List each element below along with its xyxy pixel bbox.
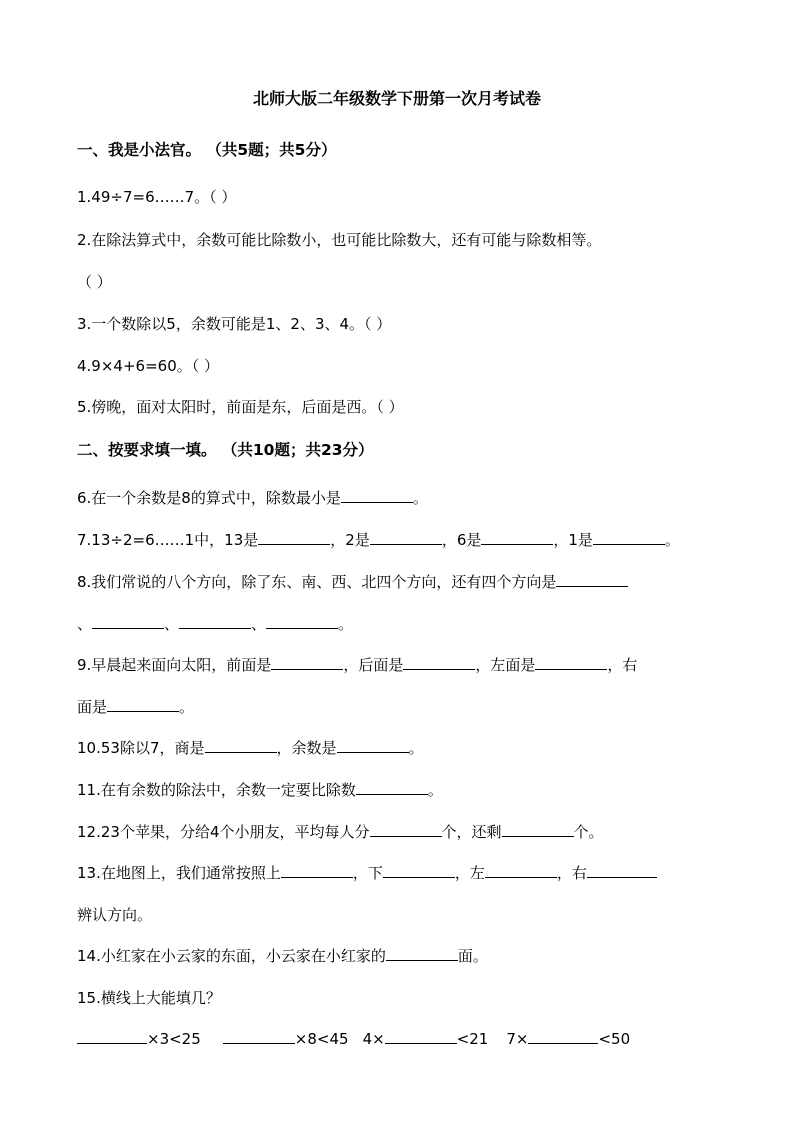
question-10-end: 。 bbox=[408, 739, 424, 757]
question-14 bbox=[77, 945, 488, 966]
question-9-part: 面是 bbox=[77, 698, 108, 716]
question-9 bbox=[77, 654, 637, 675]
section-2-heading: 二、按要求填一填。 （共10题；共23分） bbox=[77, 441, 374, 459]
answer-blank[interactable] bbox=[535, 654, 607, 670]
question-9-part: ，后面是 bbox=[343, 656, 404, 674]
question-11-text: 11.在有余数的除法中，余数一定要比除数 bbox=[77, 781, 356, 799]
answer-blank[interactable] bbox=[179, 613, 251, 629]
question-8-end: 。 bbox=[338, 615, 354, 633]
question-15: 15.横线上大能填几？ bbox=[77, 989, 221, 1007]
answer-blank[interactable] bbox=[385, 1028, 457, 1044]
answer-blank[interactable] bbox=[370, 529, 442, 545]
question-7-text: 7.13÷2=6……1中，13是 bbox=[77, 531, 259, 549]
answer-blank[interactable] bbox=[107, 696, 179, 712]
question-8-continued bbox=[77, 613, 353, 634]
question-12 bbox=[77, 821, 604, 842]
question-7-part: ，1是 bbox=[553, 531, 593, 549]
answer-blank[interactable] bbox=[386, 945, 458, 961]
question-10-text: 10.53除以7，商是 bbox=[77, 739, 205, 757]
inequality-4-suffix: <50 bbox=[598, 1030, 631, 1048]
question-9-part: ，左面是 bbox=[475, 656, 536, 674]
question-14-end: 面。 bbox=[457, 947, 488, 965]
answer-blank[interactable] bbox=[528, 1028, 598, 1044]
answer-blank[interactable] bbox=[271, 654, 343, 670]
question-13 bbox=[77, 862, 657, 883]
answer-blank[interactable] bbox=[341, 487, 413, 503]
question-9-part: ，右 bbox=[607, 656, 638, 674]
question-2: 2.在除法算式中，余数可能比除数小，也可能比除数大，还有可能与除数相等。 bbox=[77, 231, 602, 249]
question-6-text: 6.在一个余数是8的算式中，除数最小是 bbox=[77, 489, 341, 507]
question-13-part: ，下 bbox=[352, 864, 383, 882]
answer-blank[interactable] bbox=[481, 529, 553, 545]
question-8-text: 8.我们常说的八个方向，除了东、南、西、北四个方向，还有四个方向是 bbox=[77, 573, 557, 591]
inequality-4-prefix: 7× bbox=[506, 1030, 529, 1048]
question-8-sep: 、 bbox=[77, 615, 93, 633]
answer-blank[interactable] bbox=[383, 862, 455, 878]
question-6 bbox=[77, 487, 428, 508]
inequality-3-suffix: <21 bbox=[456, 1030, 489, 1048]
answer-blank[interactable] bbox=[485, 862, 557, 878]
question-3: 3.一个数除以5，余数可能是1、2、3、4。（ ） bbox=[77, 315, 392, 333]
question-8-sep: 、 bbox=[251, 615, 267, 633]
question-15-items bbox=[77, 1028, 630, 1048]
question-2-bracket: （ ） bbox=[77, 273, 112, 291]
question-9-continued bbox=[77, 696, 194, 717]
inequality-2: ×8<45 bbox=[294, 1030, 349, 1048]
answer-blank[interactable] bbox=[92, 613, 164, 629]
answer-blank[interactable] bbox=[258, 529, 330, 545]
answer-blank[interactable] bbox=[223, 1028, 295, 1044]
question-13-text: 13.在地图上，我们通常按照上 bbox=[77, 864, 281, 882]
question-14-text: 14.小红家在小云家的东面，小云家在小红家的 bbox=[77, 947, 386, 965]
answer-blank[interactable] bbox=[77, 1028, 147, 1044]
answer-blank[interactable] bbox=[403, 654, 475, 670]
question-6-end: 。 bbox=[412, 489, 428, 507]
question-7-part: ，2是 bbox=[330, 531, 370, 549]
question-7 bbox=[77, 529, 680, 550]
page-title: 北师大版二年级数学下册第一次月考试卷 bbox=[252, 89, 541, 108]
answer-blank[interactable] bbox=[593, 529, 665, 545]
answer-blank[interactable] bbox=[337, 737, 409, 753]
answer-blank[interactable] bbox=[502, 821, 574, 837]
question-13-continued: 辨认方向。 bbox=[77, 906, 153, 924]
question-12-end: 个。 bbox=[573, 823, 604, 841]
question-12-text: 12.23个苹果，分给4个小朋友，平均每人分 bbox=[77, 823, 370, 841]
answer-blank[interactable] bbox=[356, 779, 428, 795]
answer-blank[interactable] bbox=[266, 613, 338, 629]
question-11-end: 。 bbox=[427, 781, 443, 799]
question-4: 4.9×4+6=60。（ ） bbox=[77, 357, 220, 375]
answer-blank[interactable] bbox=[205, 737, 277, 753]
question-8 bbox=[77, 571, 628, 592]
answer-blank[interactable] bbox=[281, 862, 353, 878]
question-5: 5.傍晚，面对太阳时，前面是东，后面是西。（ ） bbox=[77, 398, 404, 416]
question-7-end: 。 bbox=[664, 531, 680, 549]
section-1-heading: 一、我是小法官。 （共5题；共5分） bbox=[77, 141, 337, 159]
question-10-part: ，余数是 bbox=[276, 739, 337, 757]
question-13-part: ，左 bbox=[454, 864, 485, 882]
question-10 bbox=[77, 737, 424, 758]
question-7-part: ，6是 bbox=[441, 531, 482, 549]
question-11 bbox=[77, 779, 443, 800]
question-12-part: 个，还剩 bbox=[441, 823, 502, 841]
question-9-end: 。 bbox=[179, 698, 195, 716]
question-13-part: ，右 bbox=[556, 864, 587, 882]
inequality-1: ×3<25 bbox=[147, 1030, 201, 1048]
inequality-3-prefix: 4× bbox=[362, 1030, 385, 1048]
question-9-text: 9.早晨起来面向太阳，前面是 bbox=[77, 656, 272, 674]
answer-blank[interactable] bbox=[556, 571, 628, 587]
answer-blank[interactable] bbox=[587, 862, 657, 878]
question-8-sep: 、 bbox=[164, 615, 180, 633]
question-1: 1.49÷7=6……7。（ ） bbox=[77, 188, 237, 206]
answer-blank[interactable] bbox=[370, 821, 442, 837]
